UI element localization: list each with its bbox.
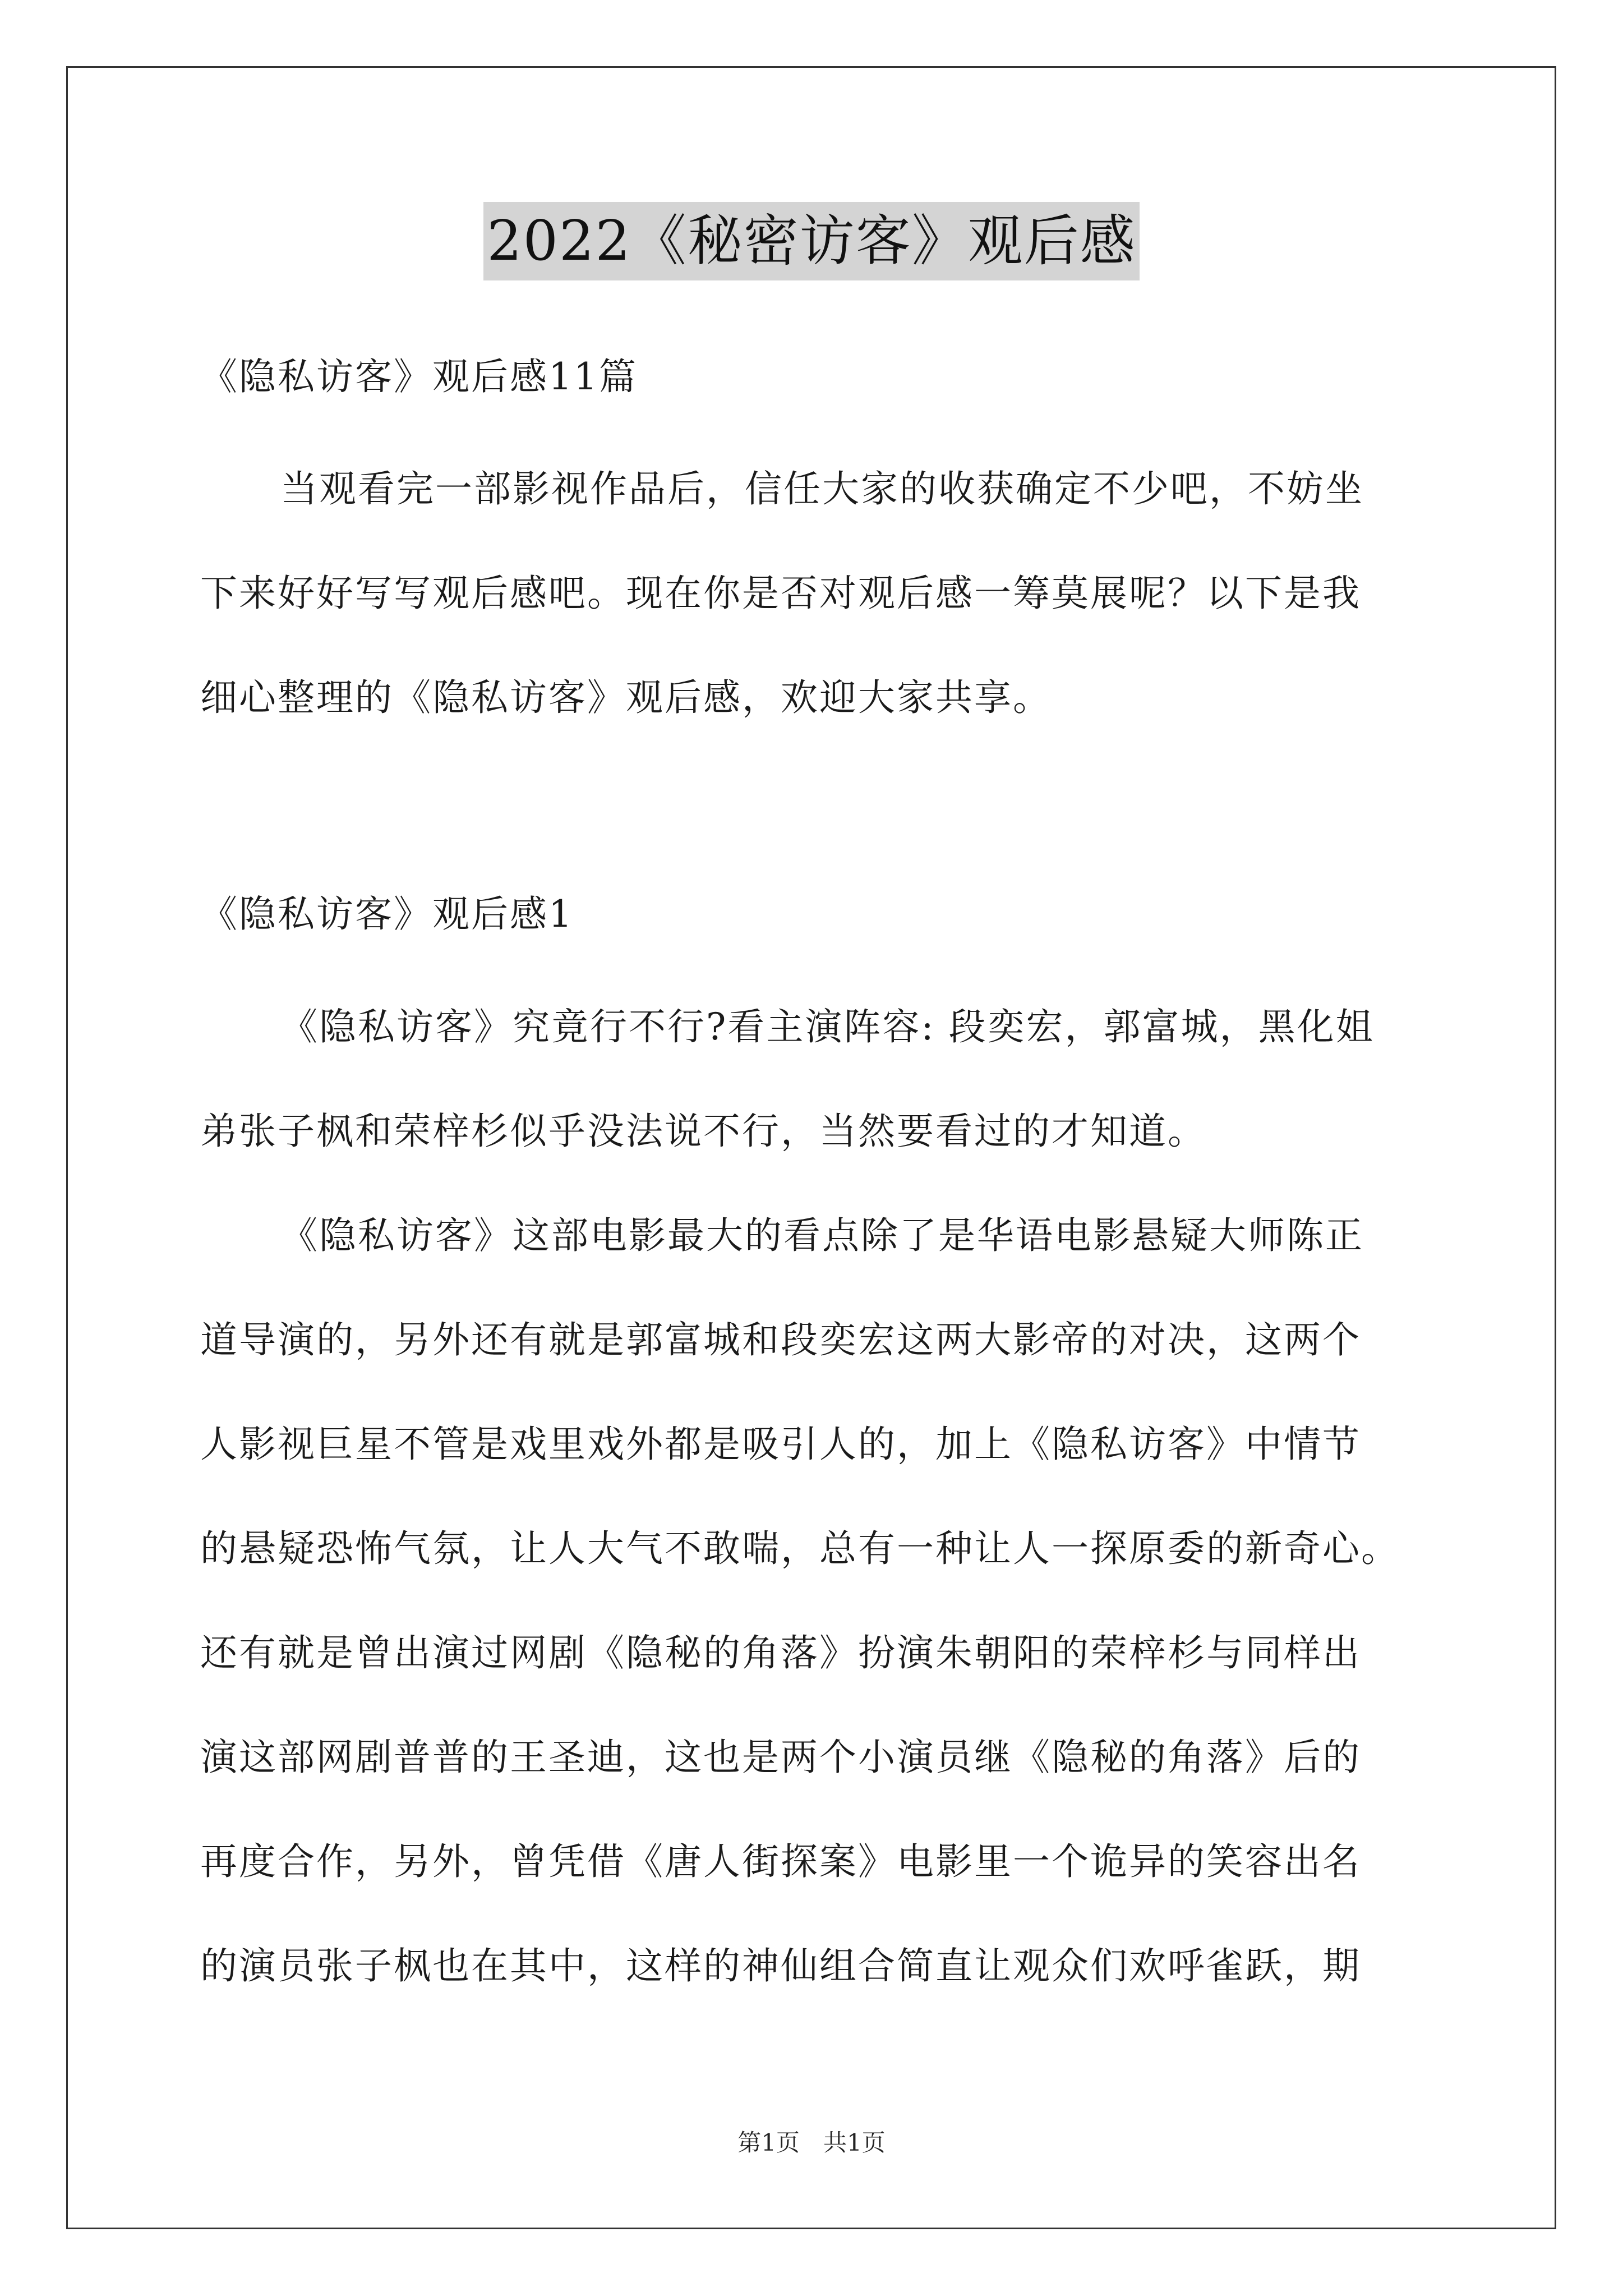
paragraph2-line-5: 还有就是曾出演过网剧《隐秘的角落》扮演朱朝阳的荣梓杉与同样出 [200,1631,1361,1674]
document-title: 2022《秘密访客》观后感 [483,202,1139,280]
paragraph1-line-2: 弟张子枫和荣梓杉似乎没法说不行，当然要看过的才知道。 [200,1110,1206,1153]
paragraph2-line-6: 演这部网剧普普的王圣迪，这也是两个小演员继《隐秘的角落》后的 [200,1736,1361,1779]
intro-line-2: 下来好好写写观后感吧。现在你是否对观后感一筹莫展呢？以下是我 [200,572,1361,615]
title-container [0,202,1623,280]
page-footer: 第1页 共1页 [737,2129,886,2156]
intro-line-1: 当观看完一部影视作品后，信任大家的收获确定不少吧，不妨坐 [280,467,1364,510]
paragraph2-line-2: 道导演的，另外还有就是郭富城和段奕宏这两大影帝的对决，这两个 [200,1318,1361,1361]
section-heading: 《隐私访客》观后感1 [200,892,574,936]
subtitle: 《隐私访客》观后感11篇 [200,355,638,398]
intro-line-3: 细心整理的《隐私访客》观后感，欢迎大家共享。 [200,676,1052,719]
paragraph2-line-1: 《隐私访客》这部电影最大的看点除了是华语电影悬疑大师陈正 [280,1214,1364,1257]
paragraph2-line-3: 人影视巨星不管是戏里戏外都是吸引人的，加上《隐私访客》中情节 [200,1423,1361,1466]
paragraph2-line-8: 的演员张子枫也在其中，这样的神仙组合简直让观众们欢呼雀跃，期 [200,1944,1361,1987]
paragraph1-line-1: 《隐私访客》究竟行不行?看主演阵容: 段奕宏，郭富城，黑化姐 [280,1005,1375,1048]
paragraph2-line-7: 再度合作，另外，曾凭借《唐人街探案》电影里一个诡异的笑容出名 [200,1840,1361,1883]
paragraph2-line-4: 的悬疑恐怖气氛，让人大气不敢喘，总有一种让人一探原委的新奇心。 [200,1527,1400,1570]
